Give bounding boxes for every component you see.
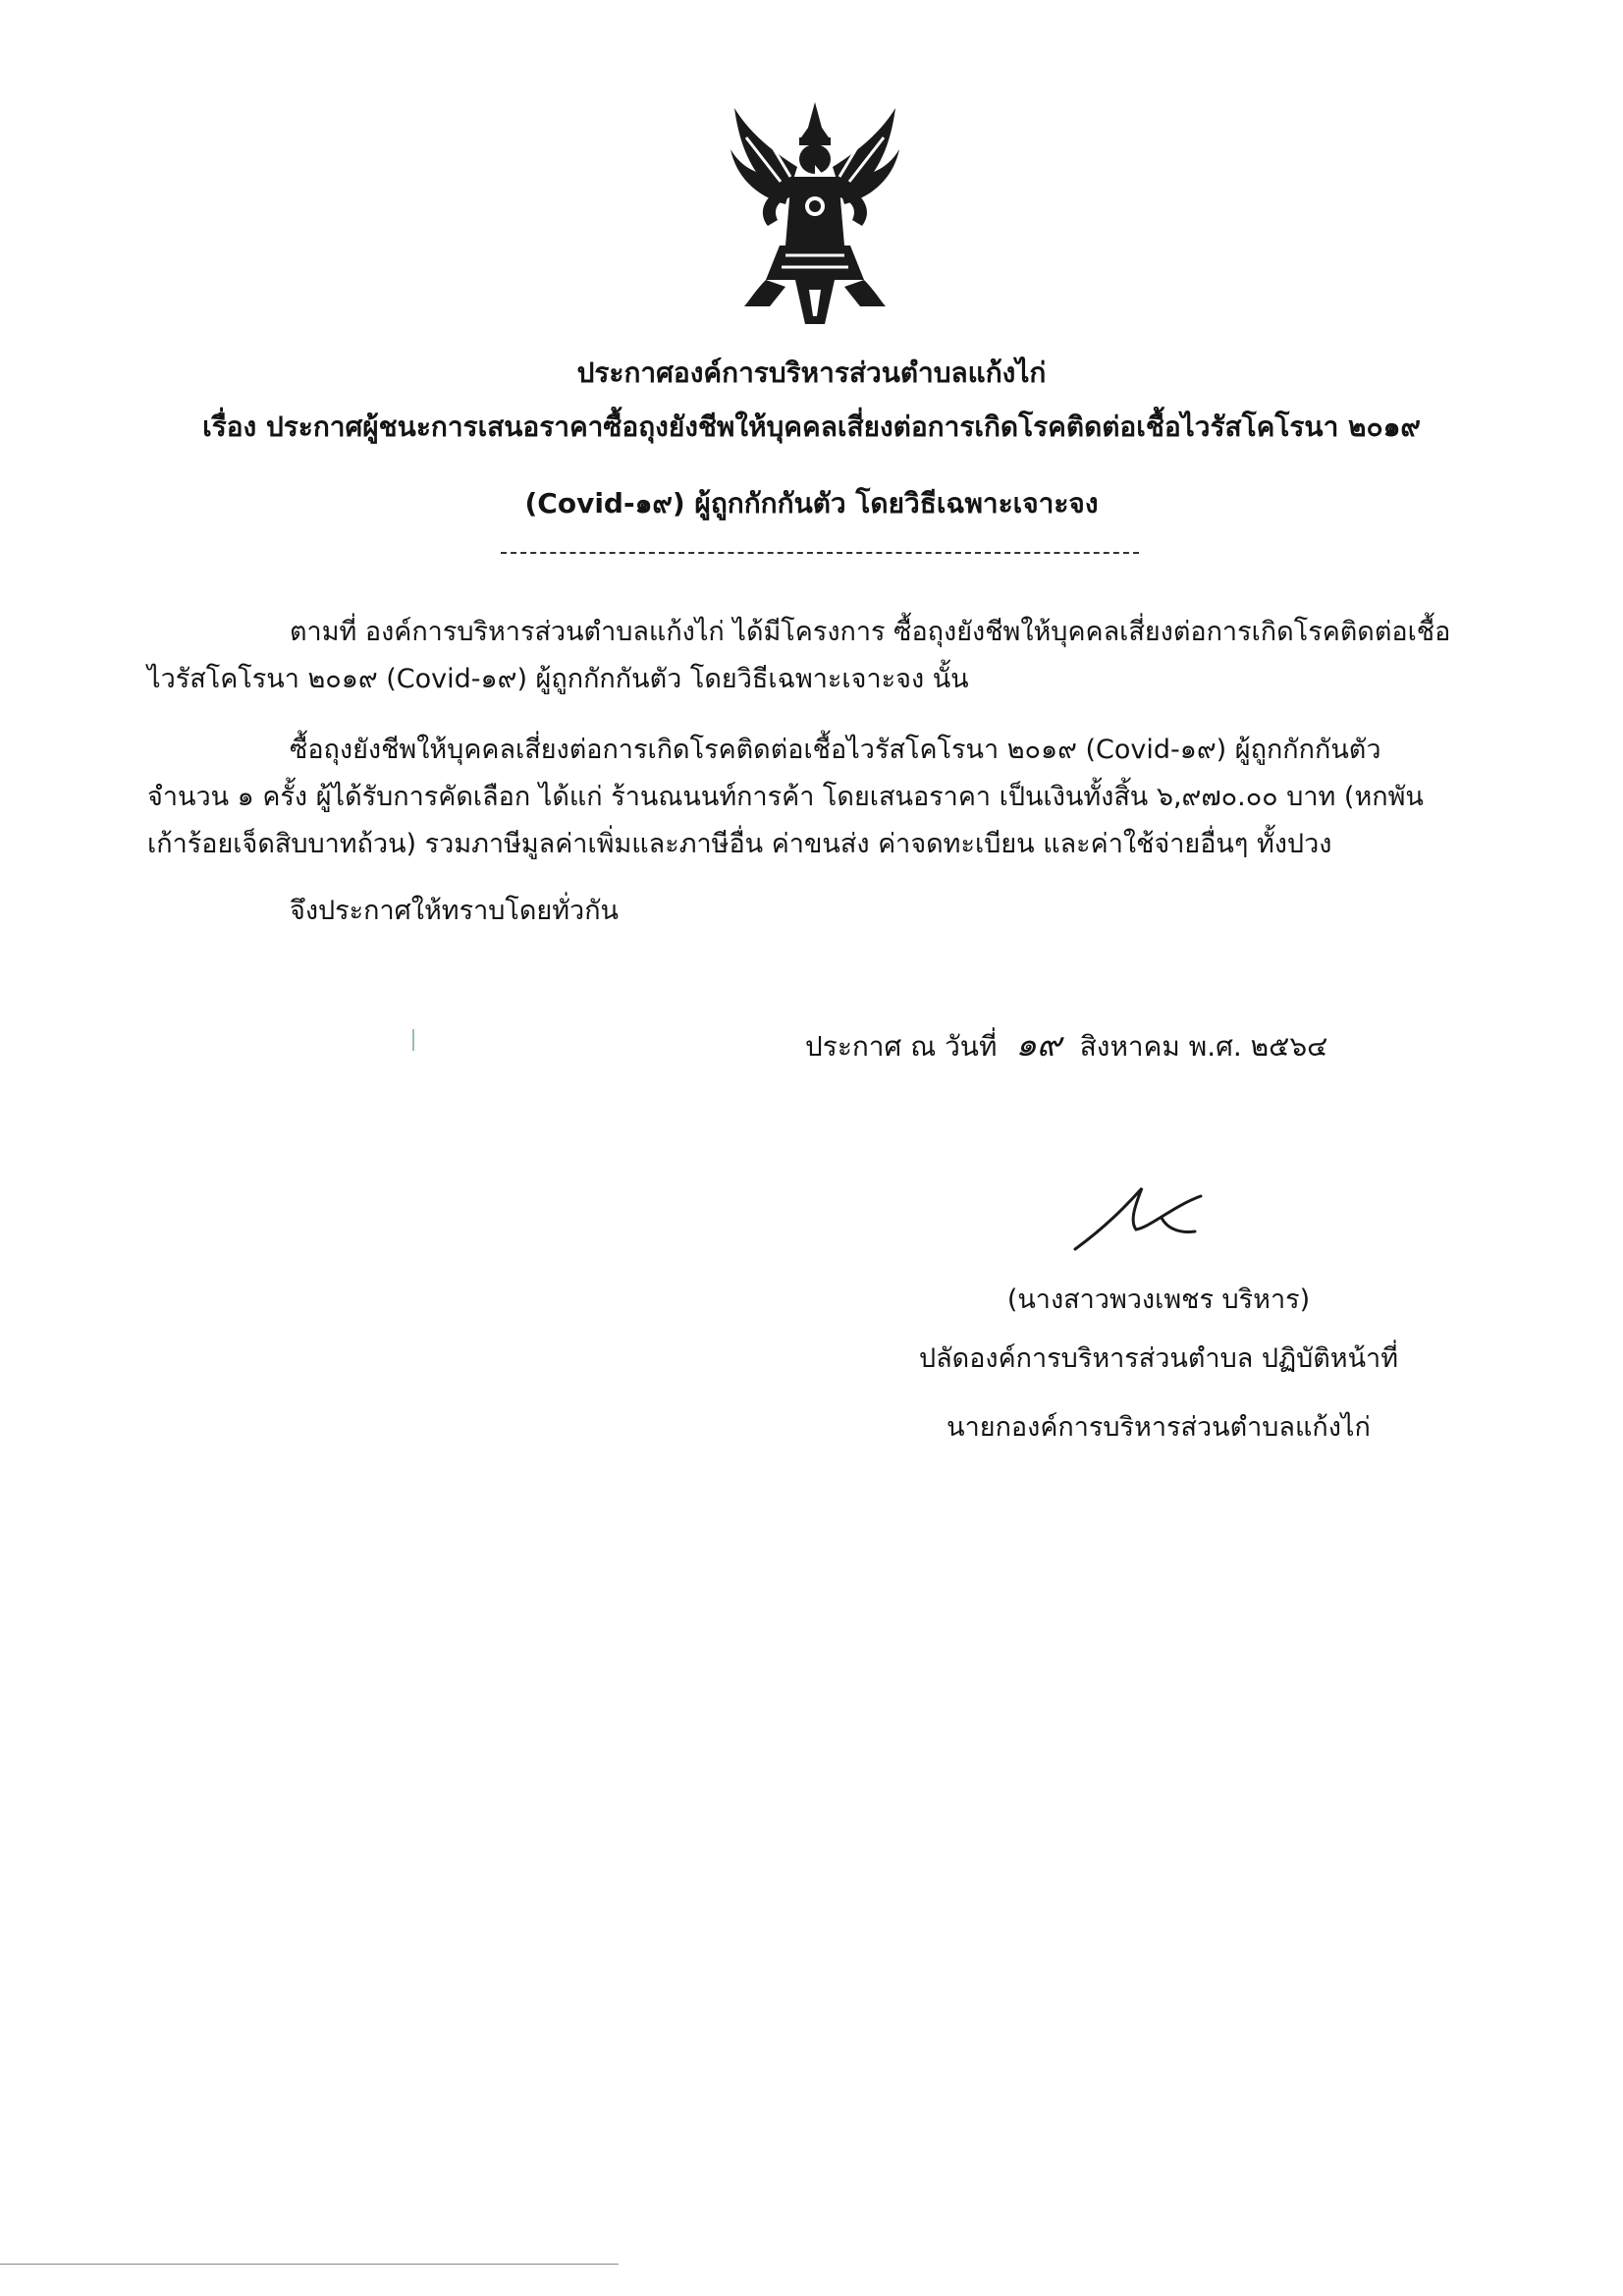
footer-rule [0, 2264, 619, 2265]
divider [501, 552, 1139, 554]
date-prefix: ประกาศ ณ วันที่ [805, 1030, 998, 1063]
announcement-subject-cont: (Covid-๑๙) ผู้ถูกกักกันตัว โดยวิธีเฉพาะเจาะจง [524, 487, 1099, 519]
paragraph-background: ตามที่ องค์การบริหารส่วนตำบลแก้งไก่ ได้มีโครงการ ซื้อถุงยังชีพให้บุคคลเสี่ยงต่อการเกิดโรคติดต่อเชื้อไวรัสโคโรนา ๒๐๑๙ (Covid-๑๙) ผู้ถูกกักกันตัว โดยวิธีเฉพาะเจาะจง นั้น [147, 617, 1451, 694]
signatory-position-acting: นายกองค์การบริหารส่วนตำบลแก้งไก่ [947, 1412, 1371, 1443]
garuda-emblem-icon [727, 98, 903, 329]
scan-mark [412, 1029, 414, 1051]
signatory-position: ปลัดองค์การบริหารส่วนตำบล ปฏิบัติหน้าที่ [918, 1343, 1398, 1374]
announcement-subject: เรื่อง ประกาศผู้ชนะการเสนอราคาซื้อถุงยังชีพให้บุคคลเสี่ยงต่อการเกิดโรคติดต่อเชื้อไวรัสโคโรนา ๒๐๑๙ [202, 410, 1421, 443]
announcement-date [805, 1021, 1327, 1070]
signatory-name: (นางสาวพวงเพชร บริหาร) [1006, 1285, 1311, 1315]
date-suffix: สิงหาคม พ.ศ. ๒๕๖๔ [1079, 1030, 1328, 1063]
date-day: ๑๙ [1015, 1025, 1061, 1065]
paragraph-closing: จึงประกาศให้ทราบโดยทั่วกัน [290, 896, 619, 926]
handwritten-signature [1065, 1178, 1213, 1257]
announcement-title: ประกาศองค์การบริหารส่วนตำบลแก้งไก่ [576, 356, 1047, 389]
paragraph-winner: ซื้อถุงยังชีพให้บุคคลเสี่ยงต่อการเกิดโรคติดต่อเชื้อไวรัสโคโรนา ๒๐๑๙ (Covid-๑๙) ผู้ถูกกักกันตัว จำนวน ๑ ครั้ง ผู้ได้รับการคัดเลือก ได้แก่ ร้านณนนท์การค้า โดยเสนอราคา เป็นเงินทั้งสิ้น ๖,๙๗๐.๐๐ บาท (หกพันเก้าร้อยเจ็ดสิบบาทถ้วน) รวมภาษีมูลค่าเพิ่มและภาษีอื่น ค่าขนส่ง ค่าจดทะเบียน และค่าใช้จ่ายอื่นๆ ทั้งปวง [147, 735, 1424, 859]
